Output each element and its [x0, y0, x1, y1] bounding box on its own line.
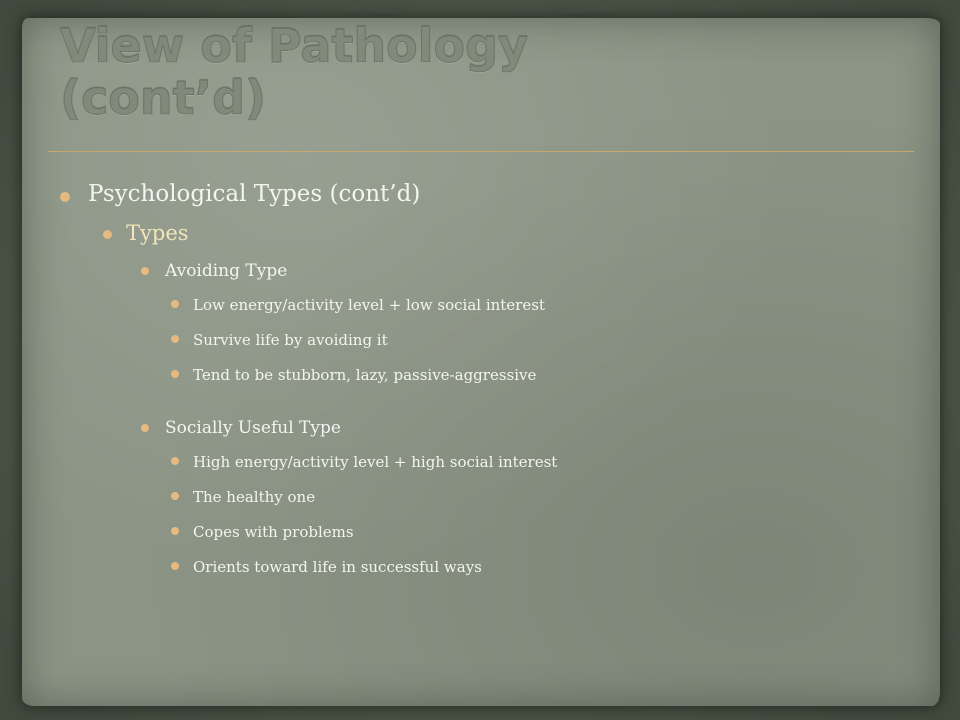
bullet-text: Survive life by avoiding it [193, 331, 388, 349]
bullet-dot-icon [171, 300, 179, 308]
bullet-text: Socially Useful Type [165, 418, 341, 438]
bullet-dot-icon [141, 267, 149, 275]
bullet-text: Copes with problems [193, 523, 354, 541]
bullet-text: Avoiding Type [165, 261, 288, 281]
bullet-text: High energy/activity level + high social interest [193, 453, 558, 471]
title-divider [48, 151, 914, 152]
list-item [60, 521, 920, 556]
bullet-list [60, 176, 920, 591]
bullet-dot-icon [103, 230, 112, 239]
list-item [60, 486, 920, 521]
bullet-text: The healthy one [193, 488, 316, 506]
bullet-dot-icon [171, 527, 179, 535]
bullet-dot-icon [60, 192, 70, 202]
bullet-text: Tend to be stubborn, lazy, passive-aggressive [193, 366, 537, 384]
bullet-dot-icon [171, 492, 179, 500]
bullet-text: Types [126, 221, 189, 245]
bullet-dot-icon [141, 424, 149, 432]
list-item [60, 294, 920, 329]
bullet-dot-icon [171, 370, 179, 378]
bullet-avoiding-type [60, 258, 920, 294]
list-item [60, 451, 920, 486]
list-item [60, 329, 920, 364]
bullet-psychological-types [60, 176, 920, 218]
bullet-dot-icon [171, 562, 179, 570]
bullet-text: Low energy/activity level + low social interest [193, 296, 545, 314]
slide-title [60, 20, 528, 124]
list-item [60, 364, 920, 399]
bullet-types [60, 218, 920, 258]
list-spacer [60, 399, 920, 415]
list-item [60, 556, 920, 591]
bullet-text: Psychological Types (cont’d) [88, 181, 421, 207]
title-line-2: (cont’d) [60, 71, 267, 125]
bullet-socially-useful-type [60, 415, 920, 451]
title-line-1: View of Pathology [60, 19, 529, 73]
bullet-dot-icon [171, 457, 179, 465]
bullet-dot-icon [171, 335, 179, 343]
bullet-text: Orients toward life in successful ways [193, 558, 482, 576]
